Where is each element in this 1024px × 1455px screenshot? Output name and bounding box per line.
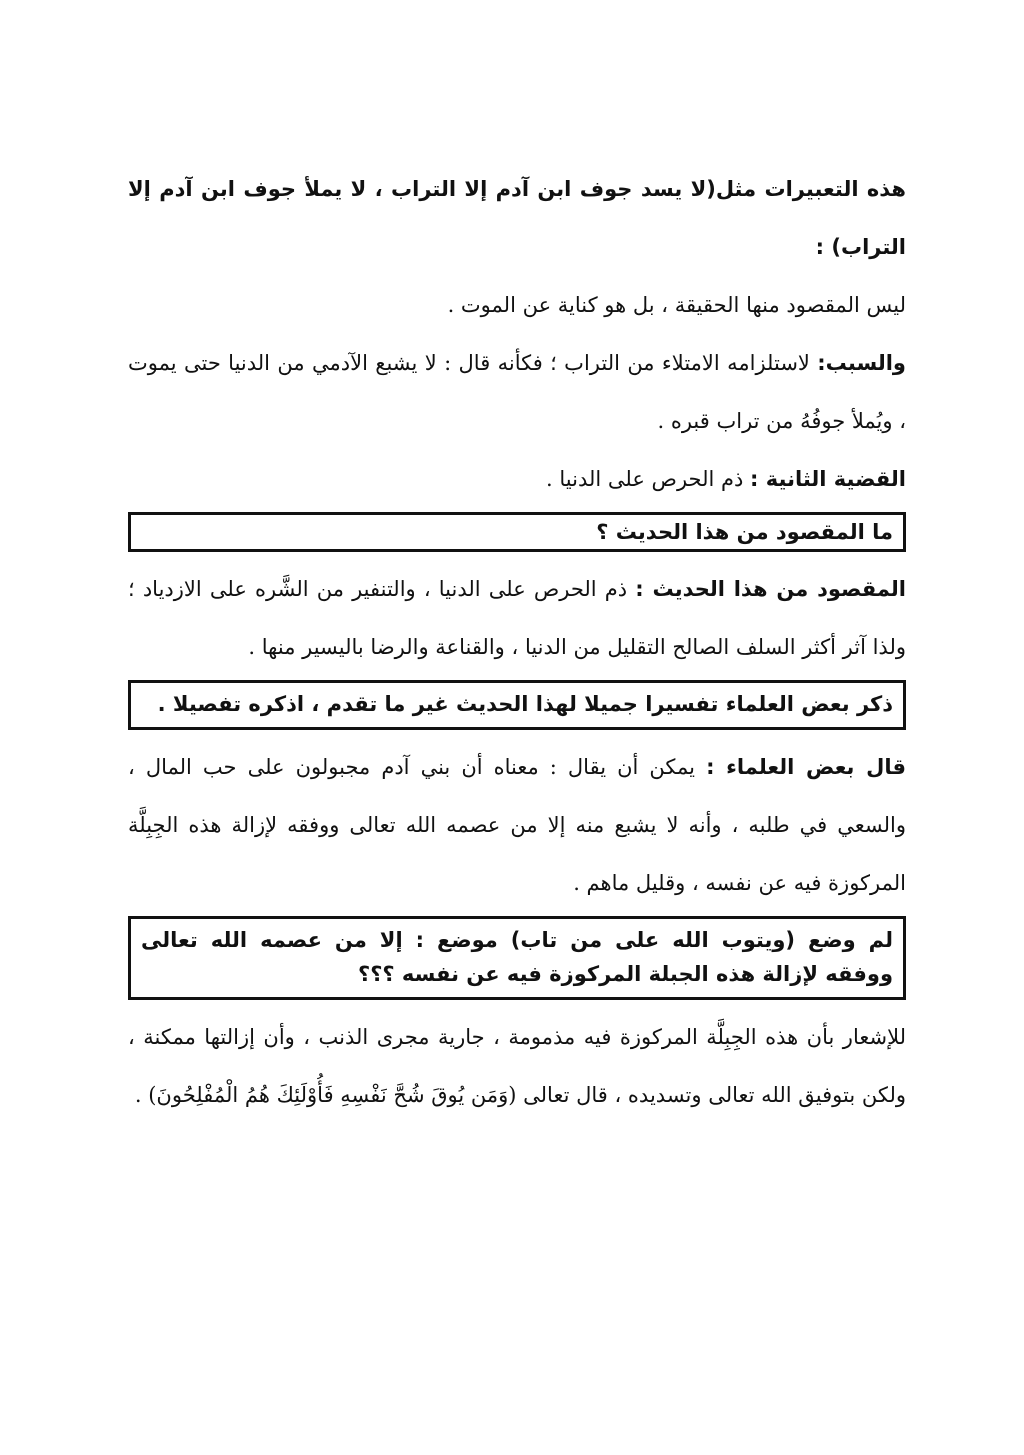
paragraph-5 bbox=[128, 738, 906, 912]
document-body bbox=[128, 160, 906, 1124]
paragraph-3-heading: القضية الثانية : bbox=[750, 467, 906, 491]
paragraph-1-text: ليس المقصود منها الحقيقة ، بل هو كناية عن الموت . bbox=[447, 293, 906, 317]
paragraph-5-text: يمكن أن يقال : معناه أن بني آدم مجبولون على حب المال ، والسعي في طلبه ، وأنه لا يشبع منه إلا من عصمه الله تعالى ووفقه لإزالة هذه الجِبِلَّة المركوزة فيه عن نفسه ، وقليل ماهم . bbox=[128, 755, 906, 895]
paragraph-5-heading: قال بعض العلماء : bbox=[706, 755, 906, 779]
paragraph-3 bbox=[128, 450, 906, 508]
paragraph-4-heading: المقصود من هذا الحديث : bbox=[635, 577, 906, 601]
question-box-3: لم وضع (ويتوب الله على من تاب) موضع : إلا من عصمه الله تعالى ووفقه لإزالة هذه الجبلة المركوزة فيه عن نفسه ؟؟؟ bbox=[128, 916, 906, 1000]
paragraph-4 bbox=[128, 560, 906, 676]
paragraph-6-text: للإشعار بأن هذه الجِبِلَّة المركوزة فيه مذمومة ، جارية مجرى الذنب ، وأن إزالتها ممكنة ، ولكن بتوفيق الله تعالى وتسديده ، قال تعالى (وَمَن يُوقَ شُحَّ نَفْسِهِ فَأُوْلَئِكَ هُمُ الْمُفْلِحُونَ) . bbox=[128, 1025, 906, 1107]
paragraph-2 bbox=[128, 334, 906, 450]
paragraph-2-heading: والسبب: bbox=[817, 351, 906, 375]
paragraph-2-text: لاستلزامه الامتلاء من التراب ؛ فكأنه قال : لا يشبع الآدمي من الدنيا حتى يموت ، ويُملأ جوفُهُ من تراب قبره . bbox=[128, 351, 906, 433]
paragraph-4-text: ذم الحرص على الدنيا ، والتنفير من الشَّره على الازدياد ؛ ولذا آثر أكثر السلف الصالح التقليل من الدنيا ، والقناعة والرضا باليسير منها . bbox=[128, 577, 906, 659]
paragraph-3-text: ذم الحرص على الدنيا . bbox=[546, 467, 744, 491]
question-box-2: ذكر بعض العلماء تفسيرا جميلا لهذا الحديث غير ما تقدم ، اذكره تفصيلا . bbox=[128, 680, 906, 730]
question-box-1: ما المقصود من هذا الحديث ؟ bbox=[128, 512, 906, 552]
paragraph-1 bbox=[128, 160, 906, 334]
paragraph-1-heading: هذه التعبيرات مثل(لا يسد جوف ابن آدم إلا التراب ، لا يملأ جوف ابن آدم إلا التراب) : bbox=[128, 177, 906, 259]
paragraph-6 bbox=[128, 1008, 906, 1124]
